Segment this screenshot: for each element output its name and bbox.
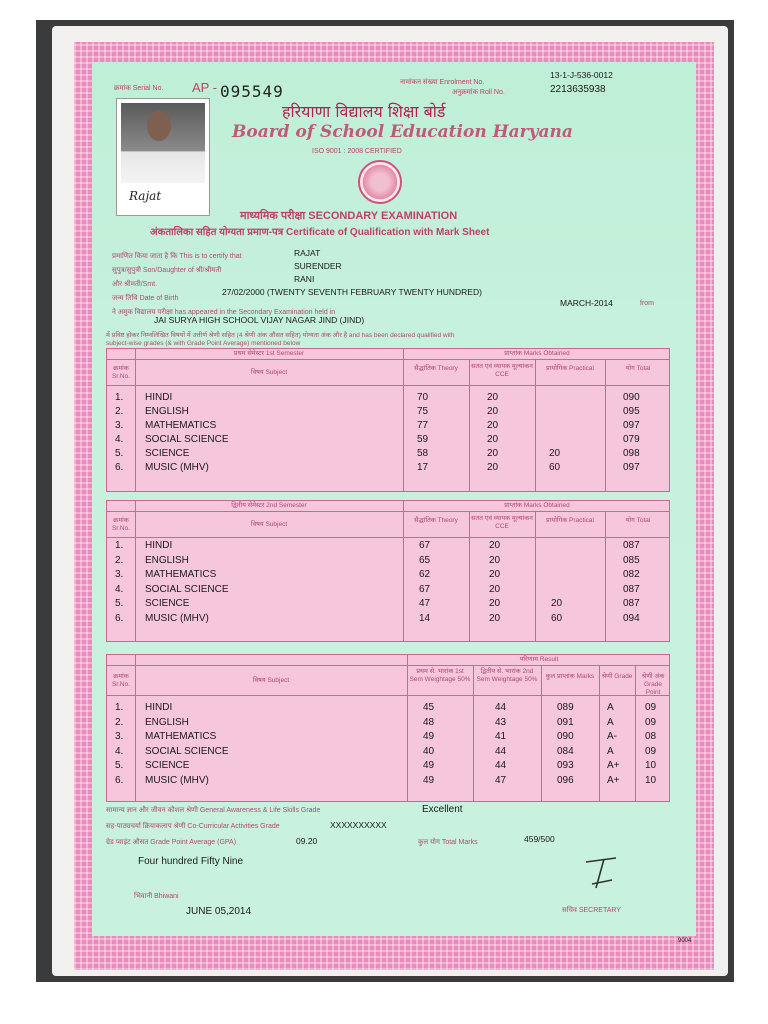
sem1-total: 098	[623, 448, 640, 459]
certificate	[92, 62, 696, 944]
result-2nd-sem-weightage: 44	[495, 702, 507, 713]
sem1-total: 090	[623, 392, 640, 403]
result-sr-no: 3.	[115, 731, 124, 742]
sem2-total: 094	[623, 612, 640, 624]
result-grade: A+	[607, 760, 620, 771]
sem2-col-practical: प्रायोगिक Practical	[546, 517, 594, 524]
sem2-subject: MUSIC (MHV)	[145, 612, 209, 624]
result-col-grade-point: श्रेणी अंक Grade Point	[641, 673, 665, 696]
sem2-theory: 14	[419, 612, 431, 624]
result-marks: 096	[557, 774, 574, 786]
result-subject: SCIENCE	[145, 760, 190, 771]
iso-certified: ISO 9001 : 2008 CERTIFIED	[312, 148, 402, 155]
total-marks-words: Four hundred Fifty Nine	[138, 856, 244, 867]
certificate-code: 9004	[678, 938, 692, 944]
roll-label: अनुक्रमांक Roll No.	[452, 89, 505, 96]
result-2nd-sem-weightage: 47	[495, 774, 507, 786]
sem1-subject: SOCIAL SCIENCE	[145, 434, 229, 445]
appeared-label: ने अमुक विद्यालय परीक्षा has appeared in the Secondary Examination held in	[112, 309, 336, 316]
total-marks-label: कुल योग Total Marks	[418, 839, 478, 846]
sem1-subject: MUSIC (MHV)	[145, 462, 209, 473]
total-marks: 459/500	[524, 834, 555, 844]
exam-session: MARCH-2014	[560, 298, 613, 308]
result-title: परिणाम Result	[519, 656, 559, 663]
sem2-col-cce: सतत एवं व्यापक मूल्यांकन CCE	[471, 515, 533, 530]
sem2-cce: 20	[489, 598, 501, 609]
result-marks: 089	[557, 702, 574, 713]
sem1-table	[106, 348, 670, 492]
sem2-subject: ENGLISH	[145, 554, 189, 566]
secretary-label: सचिव SECRETARY	[562, 907, 621, 914]
enrolment-label: नामांकन संख्या Enrolment No.	[400, 79, 485, 86]
co-curricular-label: सह-पाठ्यचर्या क्रियाकलाप श्रेणी Co-Curricular Activities Grade	[106, 823, 280, 830]
mother-label: और श्रीमती/Smt.	[112, 281, 158, 288]
result-table	[106, 654, 670, 802]
sem2-col-subject: विषय Subject	[250, 521, 288, 528]
sem2-subject: SCIENCE	[145, 598, 190, 609]
result-grade: A	[607, 702, 614, 713]
gpa-value: 09.20	[296, 836, 318, 846]
place-label: भिवानी Bhiwani	[134, 893, 179, 900]
result-marks: 091	[557, 716, 574, 728]
sem1-total: 097	[623, 462, 640, 473]
board-name-english: Board of School Education Haryana	[232, 122, 573, 142]
result-grade-point: 10	[645, 760, 657, 771]
result-1st-sem-weightage: 45	[423, 702, 435, 713]
co-curricular-grade: XXXXXXXXXX	[330, 820, 387, 830]
result-1st-sem-weightage: 48	[423, 716, 435, 728]
sem1-practical: 60	[549, 462, 561, 473]
sem1-cce: 20	[487, 448, 499, 459]
sem1-title: प्रथम सेमेस्टर 1st Semester	[233, 350, 305, 357]
result-1st-sem-weightage: 49	[423, 731, 435, 742]
certificate-title: अंकतालिका सहित योग्यता प्रमाण-पत्र Certificate of Qualification with Mark Sheet	[150, 227, 490, 238]
gen-awareness-label: सामान्य ज्ञान और जीवन कौशल श्रेणी General Awareness & Life Skills Grade	[106, 807, 321, 814]
sem2-theory: 67	[419, 583, 431, 595]
result-marks: 093	[557, 760, 574, 771]
result-grade: A	[607, 716, 614, 728]
sem2-practical: 60	[551, 612, 563, 624]
board-seal-icon	[358, 160, 402, 204]
result-col-srno: क्रमांक Sr.No.	[111, 673, 131, 688]
sem1-cce: 20	[487, 420, 499, 431]
sem2-col-theory: सैद्धांतिक Theory	[414, 517, 458, 524]
sem2-subject: SOCIAL SCIENCE	[145, 583, 229, 595]
secretary-signature-icon	[582, 854, 622, 894]
sem2-theory: 65	[419, 554, 431, 566]
result-col-grade: श्रेणी Grade	[601, 673, 633, 680]
photo-face	[147, 111, 171, 141]
student-photo	[116, 98, 210, 216]
result-subject: MATHEMATICS	[145, 731, 217, 742]
result-2nd-sem-weightage: 43	[495, 716, 507, 728]
serial-number: 095549	[220, 82, 284, 101]
result-subject: SOCIAL SCIENCE	[145, 745, 229, 757]
result-marks: 084	[557, 745, 574, 757]
result-marks: 090	[557, 731, 574, 742]
sem2-total: 087	[623, 598, 640, 609]
certify-label: प्रमाणित किया जाता है कि This is to certify that	[112, 253, 242, 260]
sem1-subject: ENGLISH	[145, 406, 189, 417]
sem2-cce: 20	[489, 583, 501, 595]
result-1st-sem-weightage: 49	[423, 760, 435, 771]
sem2-marks-header: प्राप्तांक Marks Obtained	[504, 502, 570, 509]
sem1-theory: 58	[417, 448, 429, 459]
sem1-sr-no: 2.	[115, 406, 124, 417]
sem1-sr-no: 1.	[115, 392, 124, 403]
result-1st-sem-weightage: 40	[423, 745, 435, 757]
sem2-subject: HINDI	[145, 540, 173, 551]
sem2-sr-no: 2.	[115, 554, 124, 566]
qualified-line: में प्रविष्ट होकर निम्नलिखित विषयों में उत्तीर्ण श्रेणी सहित (4 श्रेणी अंक औसत सहित) योग्यता अंक और है and has been declared qualified with	[106, 332, 455, 339]
result-grade-point: 08	[645, 731, 657, 742]
sem1-theory: 17	[417, 462, 429, 473]
sem2-total: 087	[623, 583, 640, 595]
sem2-theory: 47	[419, 598, 431, 609]
result-col-2nd: द्वितीय से. भारांक 2nd Sem Weightage 50%	[476, 668, 538, 683]
result-grade-point: 10	[645, 774, 657, 786]
gpa-label: ग्रेड प्वाइंट औसत Grade Point Average (GPA)	[106, 839, 237, 846]
sem1-subject: SCIENCE	[145, 448, 190, 459]
result-sr-no: 1.	[115, 702, 124, 713]
sem2-sr-no: 6.	[115, 612, 124, 624]
issue-date: JUNE 05,2014	[186, 906, 252, 917]
sem1-practical: 20	[549, 448, 561, 459]
result-sr-no: 5.	[115, 760, 124, 771]
sem1-cce: 20	[487, 462, 499, 473]
sem2-theory: 62	[419, 569, 431, 580]
serial-label: क्रमांक Serial No.	[114, 85, 164, 92]
result-col-1st: प्रथम से. भारांक 1st Sem Weightage 50%	[409, 668, 471, 683]
parent-label: सुपुत्र/सुपुत्री Son/Daughter of श्री/श्रीमती	[112, 267, 222, 274]
sem2-total: 082	[623, 569, 640, 580]
sem2-col-total: योग Total	[625, 517, 651, 524]
result-2nd-sem-weightage: 41	[495, 731, 507, 742]
sem2-subject: MATHEMATICS	[145, 569, 217, 580]
result-col-marks: कुल प्राप्तांक Marks	[545, 673, 595, 680]
sem2-cce: 20	[489, 612, 501, 624]
sem1-col-practical: प्रायोगिक Practical	[546, 365, 594, 372]
result-grade: A+	[607, 774, 620, 786]
sem2-total: 087	[623, 540, 640, 551]
result-subject: MUSIC (MHV)	[145, 774, 209, 786]
result-subject: HINDI	[145, 702, 173, 713]
sem1-theory: 59	[417, 434, 429, 445]
sem1-cce: 20	[487, 434, 499, 445]
result-grade: A	[607, 745, 614, 757]
sem1-col-theory: सैद्धांतिक Theory	[414, 365, 458, 372]
sem1-total: 079	[623, 434, 640, 445]
sem2-sr-no: 4.	[115, 583, 124, 595]
sem2-title: द्वितीय सेमेस्टर 2nd Semester	[231, 502, 307, 509]
sem1-cce: 20	[487, 392, 499, 403]
result-sr-no: 2.	[115, 716, 124, 728]
result-grade-point: 09	[645, 745, 657, 757]
sem1-sr-no: 4.	[115, 434, 124, 445]
sem1-theory: 77	[417, 420, 429, 431]
result-grade: A-	[607, 731, 617, 742]
result-sr-no: 4.	[115, 745, 124, 757]
result-col-subject: विषय Subject	[252, 677, 290, 684]
dob-label: जन्म तिथि Date of Birth	[112, 295, 179, 302]
photo-signature: Rajat	[129, 189, 162, 203]
sem1-col-cce: सतत एवं व्यापक मूल्यांकन CCE	[471, 363, 533, 378]
sem1-total: 097	[623, 420, 640, 431]
sem1-subject: HINDI	[145, 392, 173, 403]
sem1-theory: 75	[417, 406, 429, 417]
result-grade-point: 09	[645, 702, 657, 713]
father-name: SURENDER	[294, 261, 342, 271]
result-subject: ENGLISH	[145, 716, 189, 728]
board-name-hindi: हरियाणा विद्यालय शिक्षा बोर्ड	[282, 102, 446, 121]
sem1-subject: MATHEMATICS	[145, 420, 217, 431]
mother-name: RANI	[294, 274, 315, 284]
exam-title: माध्यमिक परीक्षा SECONDARY EXAMINATION	[240, 210, 458, 222]
sem2-theory: 67	[419, 540, 431, 551]
sem1-sr-no: 6.	[115, 462, 124, 473]
candidate-name: RAJAT	[294, 248, 321, 258]
sem2-sr-no: 5.	[115, 598, 124, 609]
grades-line: subject-wise grades (& with Grade Point Average) mentioned below	[106, 340, 301, 347]
result-2nd-sem-weightage: 44	[495, 745, 507, 757]
sem1-marks-header: प्राप्तांक Marks Obtained	[504, 350, 570, 357]
school-name: JAI SURYA HIGH SCHOOL VIJAY NAGAR JIND (JIND)	[154, 315, 365, 325]
from-label: from	[640, 300, 654, 307]
sem2-table	[106, 500, 670, 642]
result-grade-point: 09	[645, 716, 657, 728]
sem2-col-srno: क्रमांक Sr.No.	[111, 517, 131, 532]
sem2-practical: 20	[551, 598, 563, 609]
sem2-cce: 20	[489, 569, 501, 580]
enrolment-number: 13-1-J-536-0012	[550, 70, 613, 80]
date-of-birth: 27/02/2000 (TWENTY SEVENTH FEBRUARY TWENTY HUNDRED)	[222, 287, 482, 297]
sem1-col-total: योग Total	[625, 365, 651, 372]
sem2-cce: 20	[489, 540, 501, 551]
result-2nd-sem-weightage: 44	[495, 760, 507, 771]
sem1-cce: 20	[487, 406, 499, 417]
sem2-total: 085	[623, 554, 640, 566]
sem1-sr-no: 3.	[115, 420, 124, 431]
result-sr-no: 6.	[115, 774, 124, 786]
serial-prefix: AP -	[192, 80, 218, 95]
sem2-sr-no: 3.	[115, 569, 124, 580]
sem1-col-subject: विषय Subject	[250, 369, 288, 376]
sem1-sr-no: 5.	[115, 448, 124, 459]
sem1-total: 095	[623, 406, 640, 417]
gen-awareness-grade: Excellent	[422, 804, 463, 815]
sem1-theory: 70	[417, 392, 429, 403]
sem1-col-srno: क्रमांक Sr.No.	[111, 365, 131, 380]
result-1st-sem-weightage: 49	[423, 774, 435, 786]
sem2-sr-no: 1.	[115, 540, 124, 551]
roll-number: 2213635938	[550, 84, 606, 95]
sem2-cce: 20	[489, 554, 501, 566]
